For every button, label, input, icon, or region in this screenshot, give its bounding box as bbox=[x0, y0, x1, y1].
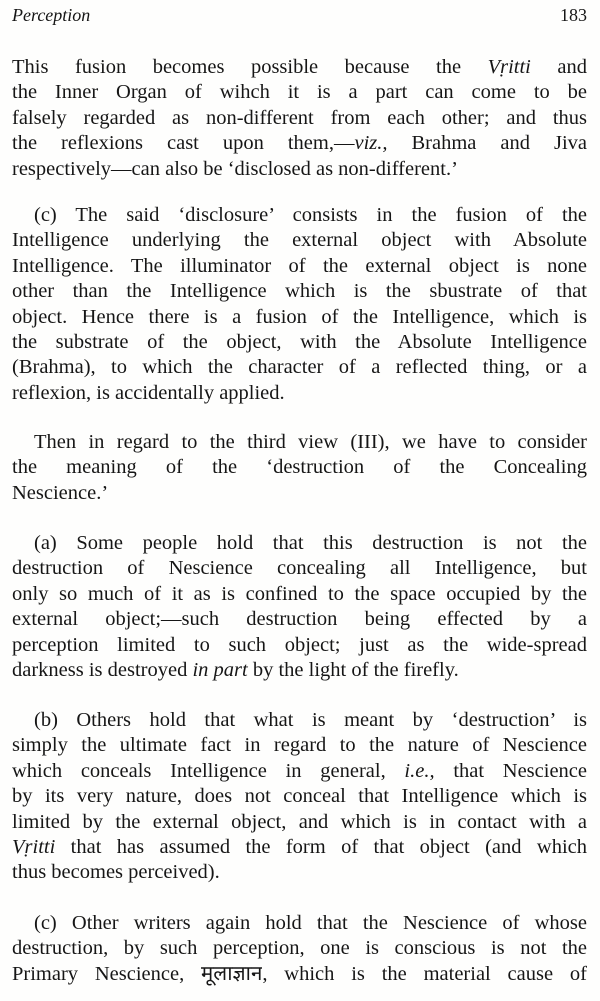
paragraph bbox=[12, 911, 587, 987]
italic-term: Vṛitti bbox=[12, 835, 56, 858]
text-line bbox=[12, 759, 587, 784]
text-segment: and bbox=[530, 56, 587, 78]
text-line: (Brahma), to which the character of a reflected thing, or a bbox=[12, 356, 587, 379]
text-line: (a) Some people hold that this destruction is not the bbox=[34, 532, 587, 554]
italic-term: Vṛitti bbox=[487, 56, 531, 78]
text-line: reflexion, is accidentally applied. bbox=[12, 381, 285, 404]
text-segment: that Nescience bbox=[434, 759, 587, 782]
paragraph bbox=[12, 708, 587, 886]
text-line: destruction, by such perception, one is conscious is not the bbox=[12, 937, 587, 960]
text-segment: which conceals Intelligence in general, bbox=[12, 759, 405, 782]
text-line: the Inner Organ of wihch it is a part can come to be bbox=[12, 81, 587, 104]
text-line: (c) Other writers again hold that the Nescience of whose bbox=[34, 912, 587, 934]
text-line: Then in regard to the third view (III), we have to consider bbox=[34, 431, 587, 453]
text-segment: the reflexions cast upon them,— bbox=[12, 132, 355, 155]
text-line bbox=[12, 131, 587, 156]
italic-term: i.e., bbox=[404, 759, 435, 782]
text-line: thus becomes perceived). bbox=[12, 861, 220, 884]
text-line: Intelligence underlying the external object with Absolute bbox=[12, 229, 587, 252]
paragraph bbox=[12, 203, 587, 406]
text-line bbox=[12, 658, 587, 683]
text-segment: darkness is destroyed bbox=[12, 658, 193, 681]
text-line: limited by the external object, and which is in contact with a bbox=[12, 810, 587, 833]
text-line: other than the Intelligence which is the sbustrate of that bbox=[12, 280, 587, 303]
paragraph bbox=[12, 430, 587, 506]
text-segment: by the light of the firefly. bbox=[247, 658, 459, 681]
text-line: (c) The said ‘disclosure’ consists in the fusion of the bbox=[34, 204, 587, 226]
text-line: Intelligence. The illuminator of the external object is none bbox=[12, 254, 587, 277]
text-line: simply the ultimate fact in regard to the nature of Nescience bbox=[12, 734, 587, 757]
text-segment: , which is the material cause of bbox=[262, 962, 587, 985]
text-line: by its very nature, does not conceal that Intelligence which is bbox=[12, 785, 587, 808]
text-line: object. Hence there is a fusion of the Intelligence, which is bbox=[12, 305, 587, 328]
page-number: 183 bbox=[560, 5, 587, 25]
text-line: external object;—such destruction being effected by a bbox=[12, 608, 587, 631]
paragraph bbox=[12, 531, 587, 683]
text-line bbox=[12, 55, 587, 80]
paragraph bbox=[12, 55, 587, 182]
text-segment: Brahma and Jiva bbox=[387, 132, 587, 155]
running-head-title: Perception bbox=[12, 5, 91, 25]
text-segment: Primary Nescience, bbox=[12, 962, 202, 985]
text-line: (b) Others hold that what is meant by ‘destruction’ is bbox=[34, 709, 587, 731]
text-line: perception limited to such object; just as the wide-spread bbox=[12, 633, 587, 656]
text-line: the substrate of the object, with the Absolute Intelligence bbox=[12, 330, 587, 353]
text-segment: This fusion becomes possible because the bbox=[12, 56, 488, 78]
text-line: destruction of Nescience concealing all Intelligence, but bbox=[12, 557, 587, 580]
italic-term: viz., bbox=[354, 132, 388, 155]
text-line bbox=[12, 962, 587, 987]
text-line bbox=[12, 835, 587, 860]
text-line: only so much of it as is confined to the space occupied by the bbox=[12, 582, 587, 605]
text-line: falsely regarded as non-different from each other; and thus bbox=[12, 106, 587, 129]
text-line: the meaning of the ‘destruction of the Concealing bbox=[12, 456, 587, 479]
italic-term: in part bbox=[192, 658, 248, 681]
text-line: respectively—can also be ‘disclosed as non-different.’ bbox=[12, 157, 458, 180]
sanskrit-term: मूलाज्ञान bbox=[201, 962, 263, 985]
text-line: Nescience.’ bbox=[12, 481, 109, 504]
text-segment: that has assumed the form of that object (and which bbox=[55, 835, 587, 858]
